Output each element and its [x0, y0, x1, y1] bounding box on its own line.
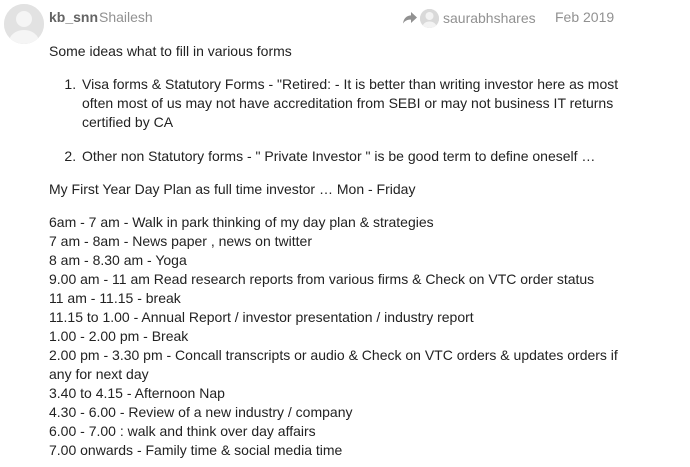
user-avatar[interactable] [4, 4, 44, 44]
schedule-list [49, 213, 619, 460]
username[interactable]: kb_snn [49, 9, 99, 25]
plan-heading: My First Year Day Plan as full time investor … Mon - Friday [49, 181, 416, 197]
schedule-item: 11.15 to 1.00 - Annual Report / investor presentation / industry report [49, 309, 474, 325]
schedule-item: 9.00 am - 11 am Read research reports from various firms & Check on VTC order status [49, 271, 595, 287]
post-date[interactable]: Feb 2019 [555, 9, 615, 25]
post-header [49, 9, 615, 29]
ideas-list [49, 75, 619, 166]
list-item: 1. Visa forms & Statutory Forms - "Retired: - It is better than writing investor here as most often most of us may not have accreditation from SEBI or may not business IT returns certified by CA [80, 75, 619, 132]
schedule-item: 8 am - 8.30 am - Yoga [49, 252, 187, 268]
schedule-item: 6.00 - 7.00 : walk and think over day affairs [49, 423, 316, 439]
list-item: 2. Other non Statutory forms - " Private Investor " is be good term to define oneself … [80, 147, 619, 166]
default-user-icon [4, 4, 44, 44]
schedule-item: 6am - 7 am - Walk in park thinking of my day plan & strategies [49, 214, 434, 230]
schedule-item: 2.00 pm - 3.30 pm - Concall transcripts or audio & Check on VTC orders & updates orders if any for next day [49, 347, 618, 382]
intro-text: Some ideas what to fill in various forms [49, 43, 292, 59]
schedule-item: 4.30 - 6.00 - Review of a new industry / company [49, 404, 353, 420]
reply-arrow-icon [402, 11, 418, 25]
schedule-item: 11 am - 11.15 - break [49, 290, 181, 306]
schedule-item: 3.40 to 4.15 - Afternoon Nap [49, 385, 225, 401]
post-body [49, 42, 619, 460]
full-name: Shailesh [99, 9, 153, 25]
reply-to-username: saurabhshares [443, 10, 536, 26]
schedule-item: 1.00 - 2.00 pm - Break [49, 328, 189, 344]
reply-avatar [420, 9, 439, 28]
reply-to-link[interactable] [402, 8, 536, 28]
default-user-icon [420, 9, 439, 28]
schedule-item: 7 am - 8am - News paper , news on twitter [49, 233, 312, 249]
schedule-item: 7.00 onwards - Family time & social media time [49, 442, 343, 458]
